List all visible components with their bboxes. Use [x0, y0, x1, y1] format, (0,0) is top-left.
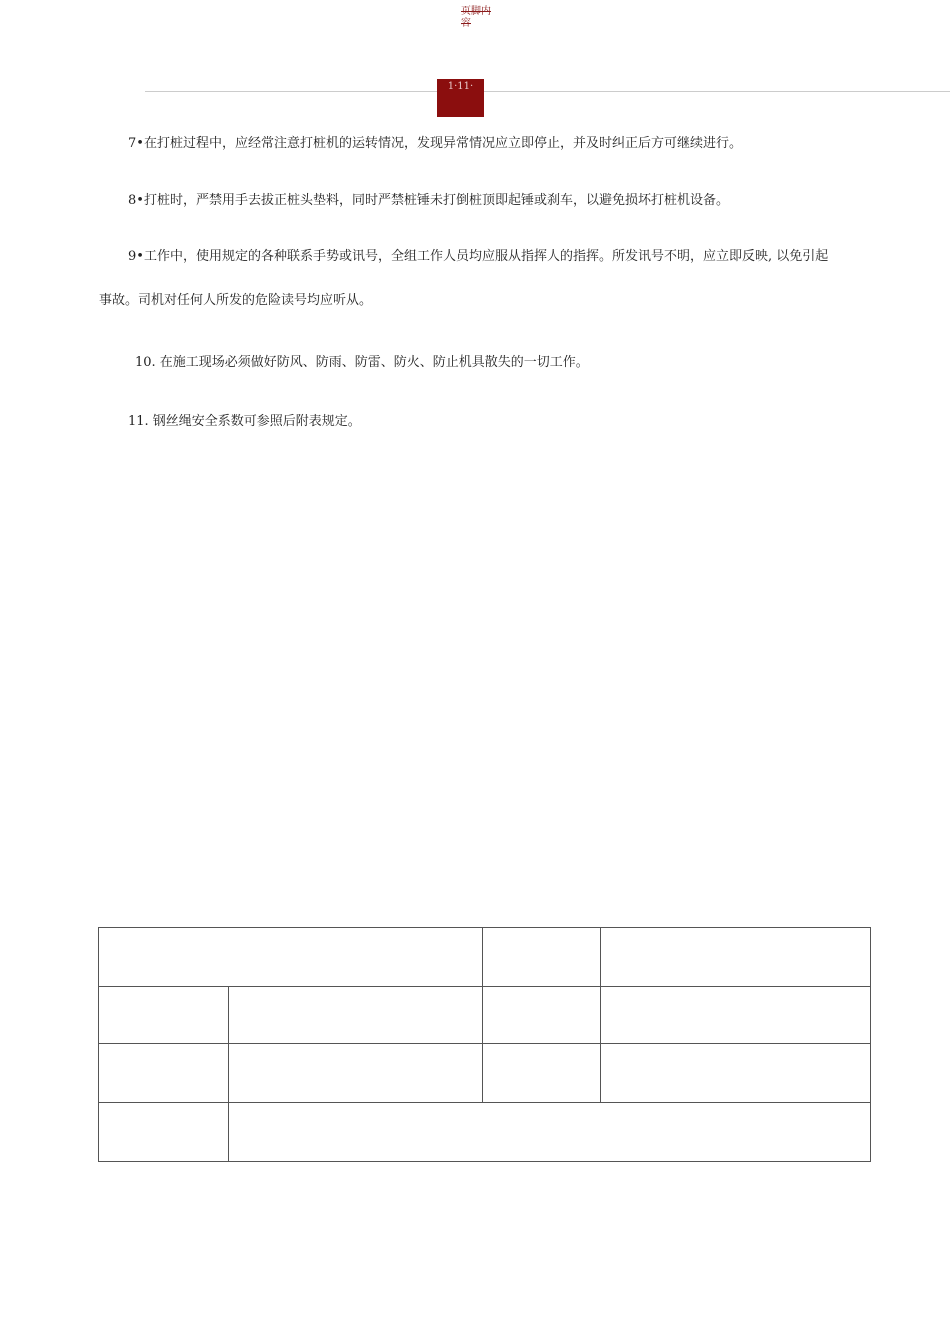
- table-cell: [99, 987, 229, 1044]
- table-cell: [99, 1103, 229, 1162]
- paragraph-11: 11. 钢丝绳安全系数可参照后附表规定。: [128, 414, 361, 429]
- table-row: [99, 1103, 871, 1162]
- header-divider: [145, 91, 950, 92]
- table-cell: [601, 1044, 871, 1103]
- wire-rope-safety-table: [98, 927, 870, 1162]
- table-cell: [601, 928, 871, 987]
- table-cell: [229, 1044, 483, 1103]
- header-note: 页脚内容: [461, 6, 491, 29]
- paragraph-8: 8•打桩时，严禁用手去拔正桩头垫料，同时严禁桩锤未打倒桩顶即起锤或刹车，以避免损坏打桩机设备。: [128, 193, 729, 208]
- table-cell: [483, 928, 601, 987]
- table-cell: [483, 1044, 601, 1103]
- paragraph-9: 9•工作中，使用规定的各种联系手势或讯号，全组工作人员均应服从指挥人的指挥。所发讯号不明，应立即反映, 以免引起: [128, 249, 829, 264]
- table-row: [99, 1044, 871, 1103]
- table-cell: [483, 987, 601, 1044]
- table-cell: [229, 987, 483, 1044]
- paragraph-9-continued: 事故。司机对任何人所发的危险读号均应听从。: [99, 293, 373, 308]
- table-row: [99, 987, 871, 1044]
- table-cell: [229, 1103, 871, 1162]
- paragraph-10: 10. 在施工现场必须做好防风、防雨、防雷、防火、防止机具散失的一切工作。: [135, 355, 589, 370]
- spec-table: [98, 927, 871, 1162]
- page-number-badge: 1·11·: [437, 79, 484, 117]
- table-cell: [99, 1044, 229, 1103]
- paragraph-7: 7•在打桩过程中，应经常注意打桩机的运转情况，发现异常情况应立即停止，并及时纠正后方可继续进行。: [128, 136, 742, 151]
- table-row: [99, 928, 871, 987]
- table-cell: [601, 987, 871, 1044]
- table-cell: [99, 928, 483, 987]
